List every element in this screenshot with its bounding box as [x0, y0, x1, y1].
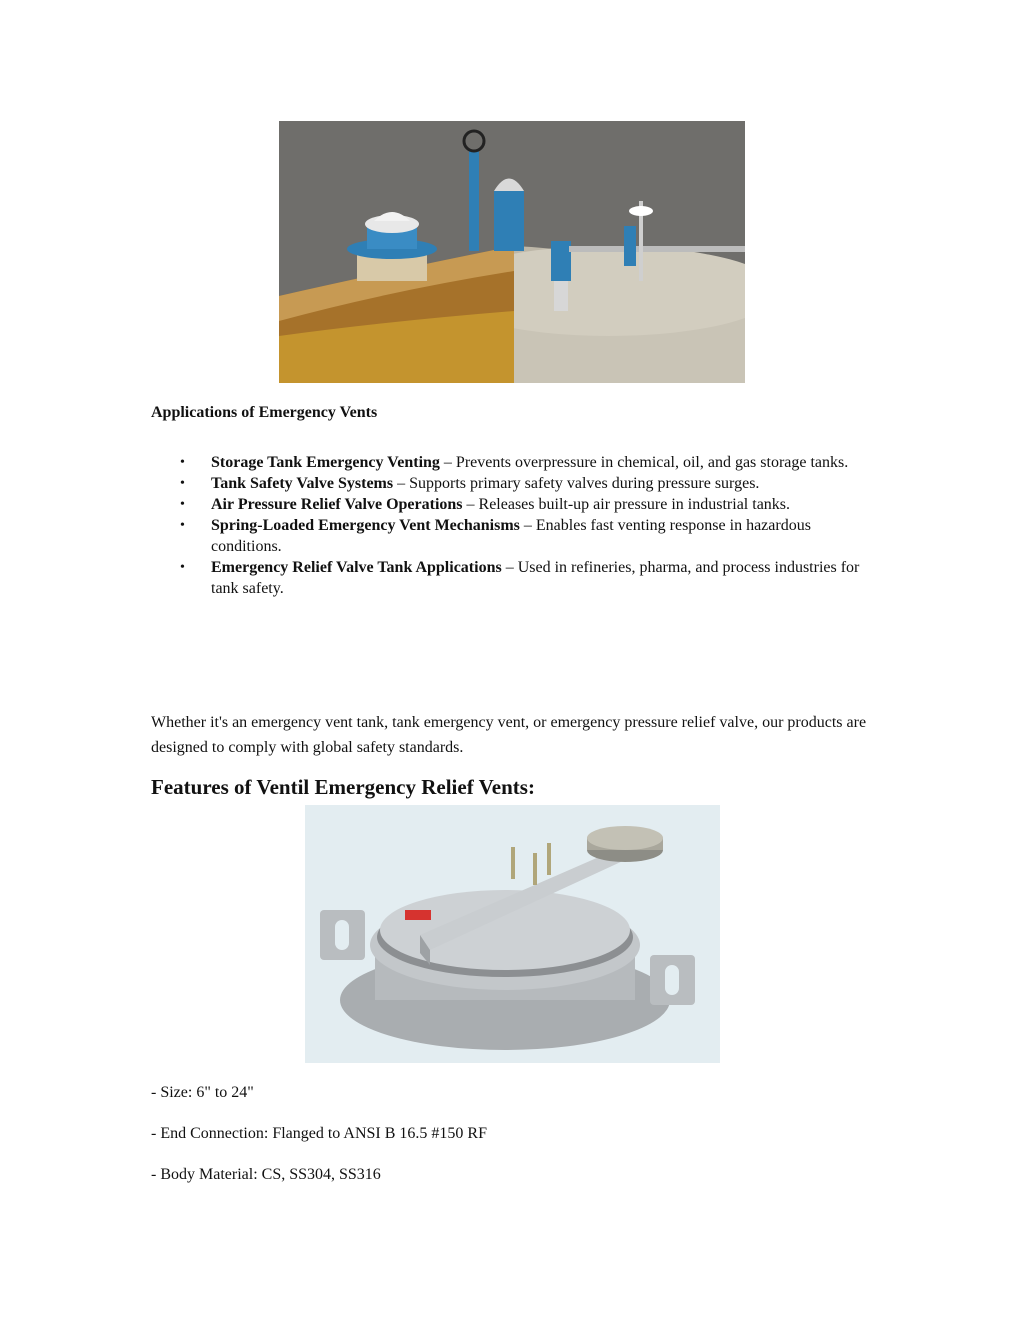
- list-item: [151, 473, 871, 494]
- emergency-relief-vent-image: [305, 805, 720, 1063]
- list-item-title: Air Pressure Relief Valve Operations: [211, 496, 463, 513]
- compliance-paragraph: Whether it's an emergency vent tank, tank emergency vent, or emergency pressure relief valve, our products are designed to comply with global safety standards.: [151, 714, 867, 756]
- list-item-title: Spring-Loaded Emergency Vent Mechanisms: [211, 517, 520, 534]
- tank-vents-illustration: [279, 121, 745, 383]
- list-item-desc: – Used in refineries, pharma, and process industries for tank safety.: [211, 559, 860, 597]
- list-item-desc: – Enables fast venting response in hazardous conditions.: [211, 517, 811, 555]
- features-heading: Features of Ventil Emergency Relief Vents:: [151, 775, 535, 799]
- list-item-desc: – Supports primary safety valves during pressure surges.: [393, 475, 760, 492]
- bullet-icon: •: [180, 455, 185, 470]
- list-item: [151, 494, 871, 515]
- list-item: [151, 452, 871, 473]
- list-item-title: Tank Safety Valve Systems: [211, 475, 394, 492]
- list-item-desc: – Prevents overpressure in chemical, oil, and gas storage tanks.: [439, 454, 849, 471]
- applications-list: [151, 452, 871, 599]
- bullet-icon: •: [180, 497, 185, 512]
- bullet-icon: •: [180, 518, 185, 533]
- list-item: [151, 557, 871, 599]
- applications-heading: Applications of Emergency Vents: [151, 404, 378, 421]
- bullet-icon: •: [180, 476, 185, 491]
- list-item: [151, 515, 871, 557]
- list-item-title: Emergency Relief Valve Tank Applications: [211, 559, 502, 576]
- spec-end-connection: - End Connection: Flanged to ANSI B 16.5 #150 RF: [151, 1125, 487, 1142]
- spec-size: - Size: 6" to 24": [151, 1084, 254, 1101]
- spec-body-material: - Body Material: CS, SS304, SS316: [151, 1166, 381, 1183]
- bullet-icon: •: [180, 560, 185, 575]
- list-item-title: Storage Tank Emergency Venting: [211, 454, 440, 471]
- list-item-desc: – Releases built-up air pressure in industrial tanks.: [462, 496, 791, 513]
